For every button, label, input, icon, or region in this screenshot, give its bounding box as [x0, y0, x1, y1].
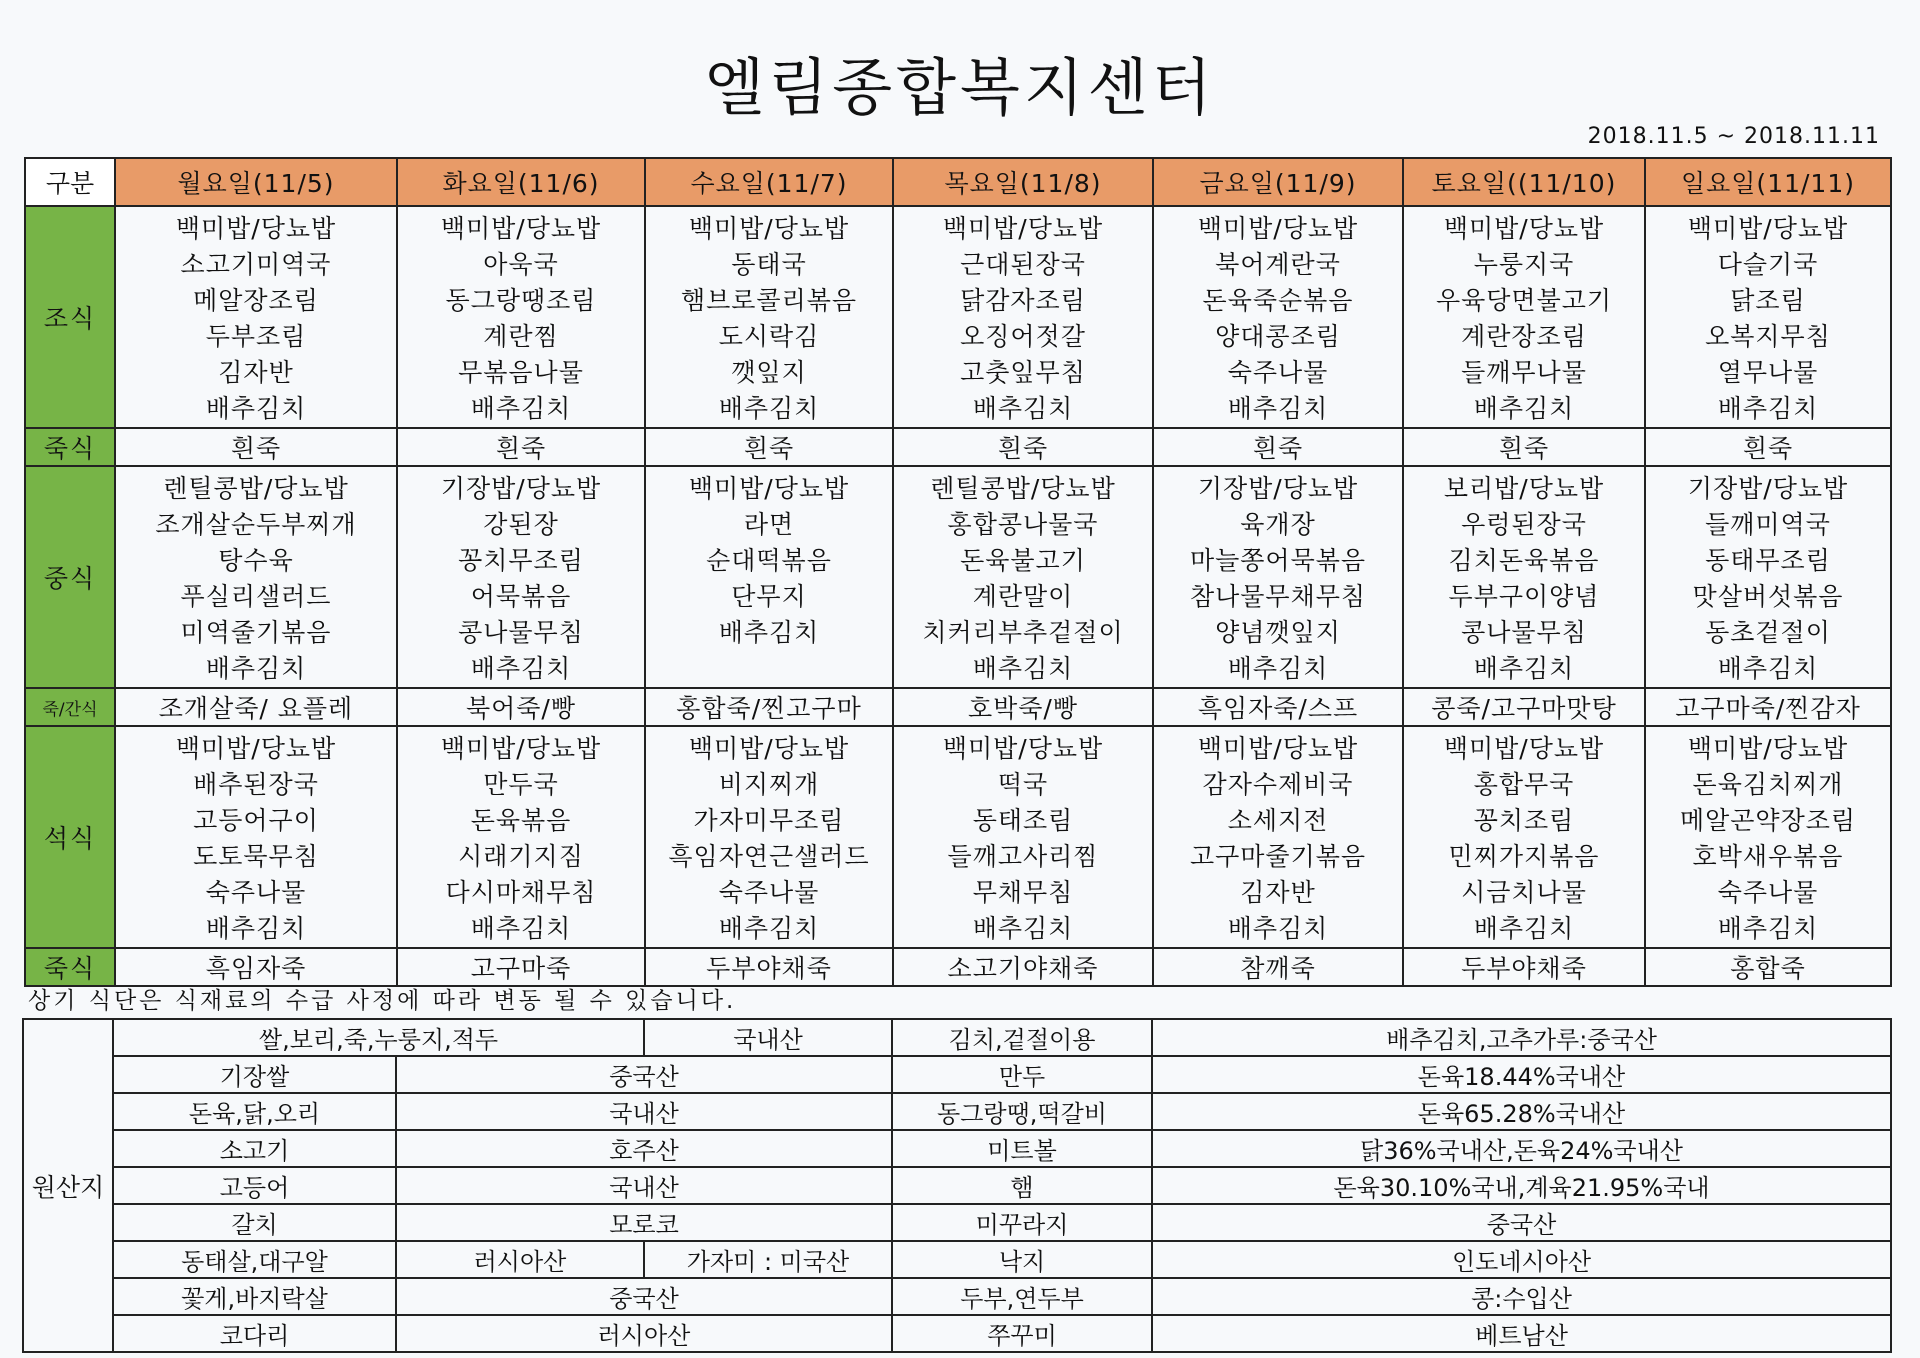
meal-cell: [893, 466, 1153, 688]
menu-item: 홍합콩나물국: [947, 510, 1099, 539]
origin-value: 모로코: [396, 1204, 892, 1241]
meal-cell: [1645, 466, 1891, 688]
origin-item: 꽃게,바지락살: [113, 1278, 396, 1315]
origin-value: 가자미 : 미국산: [644, 1241, 892, 1278]
menu-item: 숙주나물: [1717, 878, 1819, 907]
menu-item: 백미밥/당뇨밥: [1687, 734, 1849, 763]
menu-item: 백미밥/당뇨밥: [1443, 734, 1605, 763]
menu-item: 들깨고사리찜: [947, 842, 1099, 871]
menu-item: 조개살죽/ 요플레: [115, 688, 397, 726]
meal-cell: [1403, 206, 1645, 428]
menu-item: 기장밥/당뇨밥: [1687, 474, 1849, 503]
menu-item: 들깨무나물: [1461, 358, 1587, 387]
menu-item: 조개살순두부찌개: [155, 510, 357, 539]
menu-item: 돈육볶음: [470, 806, 572, 835]
menu-item: 북어죽/빵: [397, 688, 645, 726]
menu-item: 흰죽: [397, 428, 645, 466]
origin-table: [22, 1018, 1892, 1353]
menu-item: 백미밥/당뇨밥: [175, 734, 337, 763]
menu-item: 김자반: [218, 358, 294, 387]
origin-value: 베트남산: [1152, 1315, 1891, 1352]
menu-item: 백미밥/당뇨밥: [1443, 214, 1605, 243]
menu-item: 숙주나물: [1227, 358, 1329, 387]
menu-item: 배추김치: [205, 394, 307, 423]
menu-item: 기장밥/당뇨밥: [1197, 474, 1359, 503]
menu-item: 고구마죽/찐감자: [1645, 688, 1891, 726]
menu-item: 시래기지짐: [458, 842, 584, 871]
meal-cell: [893, 726, 1153, 948]
menu-item: 동태국: [731, 250, 807, 279]
menu-item: 숙주나물: [205, 878, 307, 907]
menu-item: 양념깻잎지: [1215, 618, 1341, 647]
origin-value: 닭36%국내산,돈육24%국내산: [1152, 1130, 1891, 1167]
menu-item: 다시마채무침: [445, 878, 597, 907]
menu-item: 돈육죽순볶음: [1202, 286, 1354, 315]
origin-value: 돈육65.28%국내산: [1152, 1093, 1891, 1130]
meal-category: 석식: [25, 726, 115, 948]
menu-item: 푸실리샐러드: [180, 582, 332, 611]
meal-cell: [1153, 726, 1403, 948]
menu-item: 라면: [743, 510, 795, 539]
menu-item: 백미밥/당뇨밥: [175, 214, 337, 243]
origin-value: 콩:수입산: [1152, 1278, 1891, 1315]
menu-item: 백미밥/당뇨밥: [1197, 214, 1359, 243]
meal-category: 조식: [25, 206, 115, 428]
meal-cell: [1645, 206, 1891, 428]
meal-cell: [645, 726, 893, 948]
origin-row: [23, 1130, 1891, 1167]
origin-value: 돈육30.10%국내,계육21.95%국내: [1152, 1167, 1891, 1204]
origin-value: 국내산: [396, 1167, 892, 1204]
menu-item: 양대콩조림: [1215, 322, 1341, 351]
snack-row: [25, 688, 1891, 726]
menu-item: 보리밥/당뇨밥: [1443, 474, 1605, 503]
meal-cell: [1403, 466, 1645, 688]
menu-item: 맛살버섯볶음: [1692, 582, 1844, 611]
meal-cell: [115, 206, 397, 428]
origin-value: 호주산: [396, 1130, 892, 1167]
menu-item: 흰죽: [645, 428, 893, 466]
menu-item: 가자미무조림: [693, 806, 845, 835]
origin-value: 인도네시아산: [1152, 1241, 1891, 1278]
menu-change-note: 상기 식단은 식재료의 수급 사정에 따라 변동 될 수 있습니다.: [28, 988, 737, 1014]
origin-item: 고등어: [113, 1167, 396, 1204]
menu-item: 배추김치: [972, 914, 1074, 943]
menu-item: 배추김치: [1473, 914, 1575, 943]
menu-item: 백미밥/당뇨밥: [1687, 214, 1849, 243]
menu-item: 콩나물무침: [458, 618, 584, 647]
menu-item: 우렁된장국: [1461, 510, 1587, 539]
menu-item: 꽁치조림: [1473, 806, 1575, 835]
day-header-row: [25, 158, 1891, 206]
date-range: 2018.11.5 ~ 2018.11.11: [1587, 124, 1880, 149]
origin-item: 갈치: [113, 1204, 396, 1241]
menu-item: 콩나물무침: [1461, 618, 1587, 647]
menu-item: 백미밥/당뇨밥: [440, 214, 602, 243]
meal-cell: [397, 466, 645, 688]
menu-item: 고구마줄기볶음: [1189, 842, 1367, 871]
origin-value: 중국산: [1152, 1204, 1891, 1241]
menu-item: 들깨미역국: [1705, 510, 1831, 539]
menu-item: 호박죽/빵: [893, 688, 1153, 726]
menu-item: 배추김치: [718, 914, 820, 943]
menu-item: 두부조림: [205, 322, 307, 351]
menu-item: 닭감자조림: [960, 286, 1086, 315]
menu-item: 북어계란국: [1215, 250, 1341, 279]
menu-item: 콩죽/고구마맛탕: [1403, 688, 1645, 726]
menu-item: 어묵볶음: [470, 582, 572, 611]
origin-item: 코다리: [113, 1315, 396, 1352]
menu-item: 배추김치: [205, 914, 307, 943]
origin-item: 동그랑땡,떡갈비: [892, 1093, 1152, 1130]
origin-value: 돈육18.44%국내산: [1152, 1056, 1891, 1093]
origin-value: 중국산: [396, 1056, 892, 1093]
menu-item: 홍합무국: [1473, 770, 1575, 799]
menu-item: 감자수제비국: [1202, 770, 1354, 799]
menu-item: 고구마죽: [397, 948, 645, 986]
porridge1-row: [25, 428, 1891, 466]
menu-item: 참깨죽: [1153, 948, 1403, 986]
menu-item: 돈육불고기: [960, 546, 1086, 575]
menu-item: 배추김치: [205, 654, 307, 683]
menu-item: 홍합죽: [1645, 948, 1891, 986]
origin-value: 국내산: [396, 1093, 892, 1130]
header-label: 구분: [25, 158, 115, 206]
menu-item: 숙주나물: [718, 878, 820, 907]
origin-item: 돈육,닭,오리: [113, 1093, 396, 1130]
lunch-row: [25, 466, 1891, 688]
menu-item: 아욱국: [483, 250, 559, 279]
menu-item: 배추김치: [1717, 394, 1819, 423]
meal-category: 중식: [25, 466, 115, 688]
menu-item: 햄브로콜리볶음: [680, 286, 858, 315]
menu-item: 마늘쫑어묵볶음: [1189, 546, 1367, 575]
menu-item: 열무나물: [1717, 358, 1819, 387]
origin-value: 배추김치,고추가루:중국산: [1152, 1019, 1891, 1056]
menu-item: 미역줄기볶음: [180, 618, 332, 647]
menu-item: 배추김치: [1717, 654, 1819, 683]
meal-cell: [1153, 466, 1403, 688]
meal-cell: [1153, 206, 1403, 428]
menu-item: 백미밥/당뇨밥: [688, 214, 850, 243]
menu-item: 배추김치: [1473, 654, 1575, 683]
menu-item: 꽁치무조림: [458, 546, 584, 575]
menu-item: 백미밥/당뇨밥: [688, 734, 850, 763]
menu-item: 근대된장국: [960, 250, 1086, 279]
meal-cell: [397, 726, 645, 948]
menu-item: 메알장조림: [193, 286, 319, 315]
origin-item: 쌀,보리,죽,누룽지,적두: [113, 1019, 644, 1056]
origin-row: [23, 1315, 1891, 1352]
menu-item: 비지찌개: [718, 770, 820, 799]
menu-item: 배추김치: [1227, 394, 1329, 423]
origin-item: 소고기: [113, 1130, 396, 1167]
meal-category: 죽식: [25, 428, 115, 466]
menu-item: 동그랑땡조림: [445, 286, 597, 315]
origin-item: 동태살,대구알: [113, 1241, 396, 1278]
menu-item: 소고기야채죽: [893, 948, 1153, 986]
menu-item: 도시락김: [718, 322, 820, 351]
origin-item: 미트볼: [892, 1130, 1152, 1167]
origin-value: 러시아산: [396, 1241, 644, 1278]
menu-item: 도토묵무침: [193, 842, 319, 871]
menu-item: 민찌가지볶음: [1448, 842, 1600, 871]
menu-item: 소고기미역국: [180, 250, 332, 279]
menu-item: 배추김치: [972, 394, 1074, 423]
day-header: 일요일(11/11): [1645, 158, 1891, 206]
menu-item: 돈육김치찌개: [1692, 770, 1844, 799]
meal-cell: [115, 466, 397, 688]
menu-item: 동초겉절이: [1705, 618, 1831, 647]
menu-item: 배추김치: [470, 914, 572, 943]
menu-item: 김자반: [1240, 878, 1316, 907]
day-header: 월요일(11/5): [115, 158, 397, 206]
menu-item: 동태무조림: [1705, 546, 1831, 575]
breakfast-row: [25, 206, 1891, 428]
meal-cell: [397, 206, 645, 428]
menu-item: 두부야채죽: [1403, 948, 1645, 986]
meal-cell: [115, 726, 397, 948]
menu-item: 렌틸콩밥/당뇨밥: [163, 474, 349, 503]
menu-item: 오징어젓갈: [960, 322, 1086, 351]
menu-item: 강된장: [483, 510, 559, 539]
page-title: 엘림종합복지센터: [704, 51, 1216, 124]
origin-row: [23, 1167, 1891, 1204]
menu-item: 백미밥/당뇨밥: [688, 474, 850, 503]
menu-item: 백미밥/당뇨밥: [1197, 734, 1359, 763]
origin-row: [23, 1241, 1891, 1278]
origin-item: 두부,연두부: [892, 1278, 1152, 1315]
origin-item: 기장쌀: [113, 1056, 396, 1093]
menu-item: 흰죽: [1153, 428, 1403, 466]
menu-item: 배추김치: [1473, 394, 1575, 423]
menu-item: 배추된장국: [193, 770, 319, 799]
day-header: 목요일(11/8): [893, 158, 1153, 206]
menu-item: 단무지: [731, 582, 807, 611]
origin-row: [23, 1278, 1891, 1315]
meal-category: 죽/간식: [25, 688, 115, 726]
origin-row: [23, 1204, 1891, 1241]
menu-item: 두부야채죽: [645, 948, 893, 986]
menu-item: 김치돈육볶음: [1448, 546, 1600, 575]
menu-item: 백미밥/당뇨밥: [440, 734, 602, 763]
menu-item: 계란장조림: [1461, 322, 1587, 351]
menu-item: 소세지전: [1227, 806, 1329, 835]
menu-item: 배추김치: [718, 394, 820, 423]
menu-item: 참나물무채무침: [1189, 582, 1367, 611]
menu-item: 닭조림: [1730, 286, 1806, 315]
menu-item: 동태조림: [972, 806, 1074, 835]
origin-value: 국내산: [644, 1019, 892, 1056]
day-header: 수요일(11/7): [645, 158, 893, 206]
porridge2-row: [25, 948, 1891, 986]
day-header: 토요일((11/10): [1403, 158, 1645, 206]
menu-item: 흰죽: [893, 428, 1153, 466]
origin-row: [23, 1093, 1891, 1130]
meal-cell: [1403, 726, 1645, 948]
menu-item: 치커리부추겉절이: [922, 618, 1124, 647]
meal-cell: [645, 206, 893, 428]
meal-cell: [893, 206, 1153, 428]
menu-item: 호박새우볶음: [1692, 842, 1844, 871]
menu-item: 고춧잎무침: [960, 358, 1086, 387]
menu-item: 배추김치: [1717, 914, 1819, 943]
menu-item: 고등어구이: [193, 806, 319, 835]
menu-item: 배추김치: [470, 394, 572, 423]
menu-item: 백미밥/당뇨밥: [942, 734, 1104, 763]
menu-item: 탕수육: [218, 546, 294, 575]
menu-item: 배추김치: [470, 654, 572, 683]
menu-item: 무볶음나물: [458, 358, 584, 387]
menu-item: 누룽지국: [1473, 250, 1575, 279]
day-header: 화요일(11/6): [397, 158, 645, 206]
menu-item: 기장밥/당뇨밥: [440, 474, 602, 503]
menu-item: 우육당면불고기: [1435, 286, 1613, 315]
origin-value: 중국산: [396, 1278, 892, 1315]
meal-table: [24, 157, 1892, 987]
origin-item: 낙지: [892, 1241, 1152, 1278]
menu-item: 깻잎지: [731, 358, 807, 387]
menu-item: 흰죽: [115, 428, 397, 466]
dinner-row: [25, 726, 1891, 948]
menu-item: 흰죽: [1403, 428, 1645, 466]
origin-item: 김치,겉절이용: [892, 1019, 1152, 1056]
menu-item: 시금치나물: [1461, 878, 1587, 907]
menu-item: 흰죽: [1645, 428, 1891, 466]
menu-item: 배추김치: [1227, 914, 1329, 943]
menu-item: 흑임자죽/스프: [1153, 688, 1403, 726]
menu-item: 계란찜: [483, 322, 559, 351]
origin-row: [23, 1019, 1891, 1056]
menu-item: 순대떡볶음: [706, 546, 832, 575]
menu-item: 배추김치: [1227, 654, 1329, 683]
day-header: 금요일(11/9): [1153, 158, 1403, 206]
menu-item: 메알곤약장조림: [1679, 806, 1857, 835]
origin-item: 햄: [892, 1167, 1152, 1204]
menu-item: 배추김치: [718, 618, 820, 647]
menu-item: 다슬기국: [1717, 250, 1819, 279]
menu-item: 흑임자죽: [115, 948, 397, 986]
menu-item: 오복지무침: [1705, 322, 1831, 351]
menu-item: 만두국: [483, 770, 559, 799]
origin-item: 만두: [892, 1056, 1152, 1093]
meal-cell: [645, 466, 893, 688]
menu-item: 홍합죽/찐고구마: [645, 688, 893, 726]
origin-item: 미꾸라지: [892, 1204, 1152, 1241]
menu-item: 육개장: [1240, 510, 1316, 539]
meal-cell: [1645, 726, 1891, 948]
menu-item: 두부구이양념: [1448, 582, 1600, 611]
origin-value: 러시아산: [396, 1315, 892, 1352]
menu-item: 백미밥/당뇨밥: [942, 214, 1104, 243]
menu-item: 배추김치: [972, 654, 1074, 683]
origin-row: [23, 1056, 1891, 1093]
menu-item: 무채무침: [972, 878, 1074, 907]
menu-item: 흑임자연근샐러드: [668, 842, 870, 871]
origin-item: 쭈꾸미: [892, 1315, 1152, 1352]
menu-item: 떡국: [997, 770, 1049, 799]
menu-item: 계란말이: [972, 582, 1074, 611]
meal-category: 죽식: [25, 948, 115, 986]
menu-item: 렌틸콩밥/당뇨밥: [930, 474, 1116, 503]
origin-label: 원산지: [23, 1019, 113, 1352]
